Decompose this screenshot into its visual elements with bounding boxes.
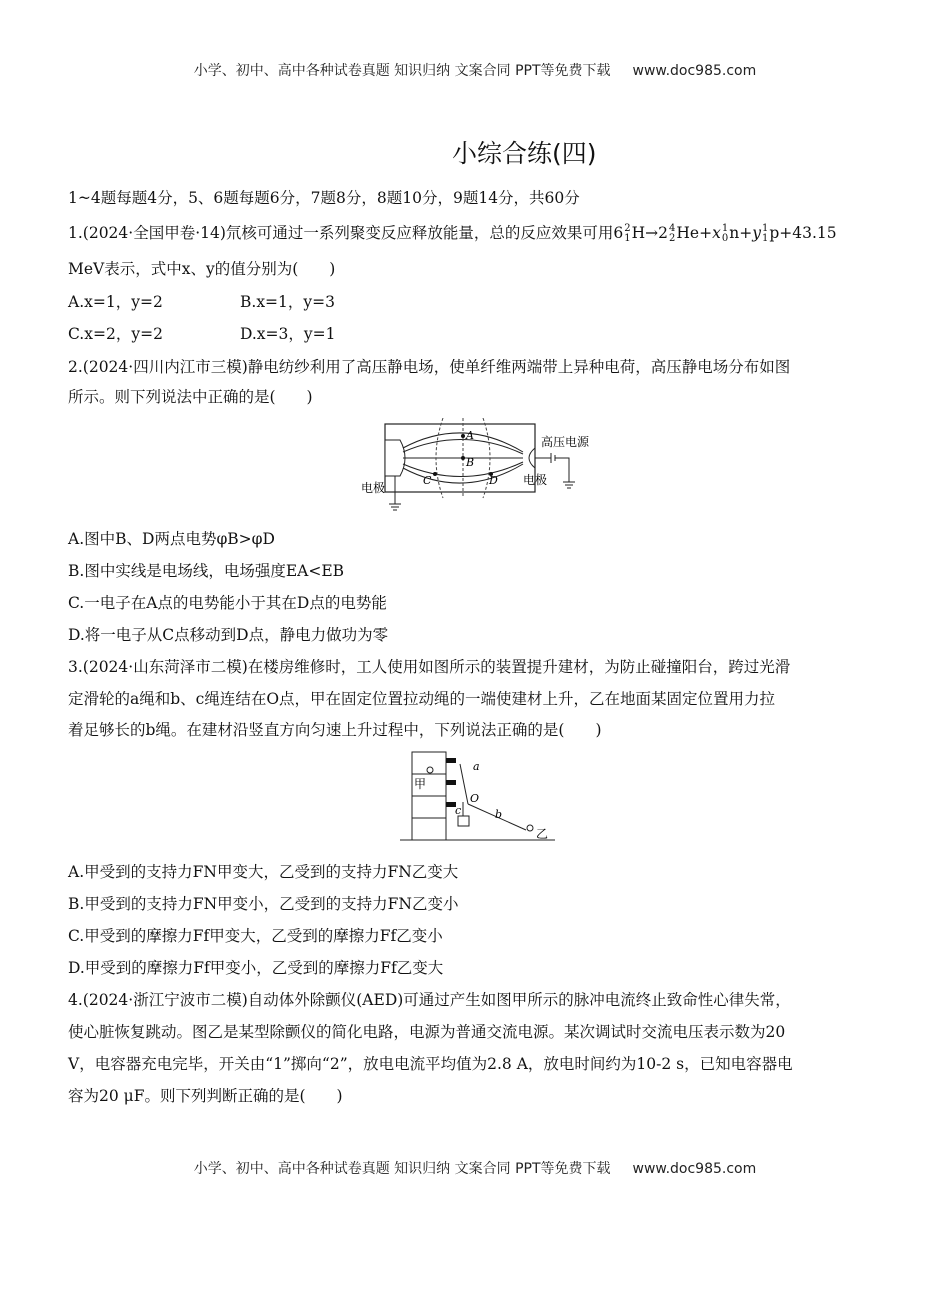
q1-stem-line1: 1.(2024·全国甲卷·14)氘核可通过一系列聚变反应释放能量，总的反应效果可用62 1H→24 2He+x1 0n+y1 1p+43.15	[68, 223, 837, 244]
q2-option-a[interactable]: A.图中B、D两点电势φB>φD	[68, 530, 275, 548]
q1-option-c[interactable]: C.x=2，y=2	[68, 325, 163, 343]
q3-stem-line3: 着足够长的b绳。在建材沿竖直方向匀速上升过程中，下列说法正确的是( )	[68, 721, 602, 739]
q4-stem-line1: 4.(2024·浙江宁波市二模)自动体外除颤仪(AED)可通过产生如图甲所示的脉冲电流终止致命性心律失常，	[68, 991, 791, 1009]
q2-electric-field-figure	[355, 418, 595, 518]
q1-stem-line2: MeV表示，式中x、y的值分别为( )	[68, 260, 336, 278]
worker-jia-label: 甲	[414, 777, 427, 791]
left-electrode-label: 电极	[361, 481, 386, 495]
q1-option-b[interactable]: B.x=1，y=3	[240, 293, 336, 311]
scoring-note: 1~4题每题4分，5、6题每题6分，7题8分，8题10分，9题14分，共60分	[68, 189, 580, 207]
q3-stem-line1: 3.(2024·山东菏泽市二模)在楼房维修时，工人使用如图所示的装置提升建材，为防止碰撞阳台，跨过光滑	[68, 658, 791, 676]
q3-option-d[interactable]: D.甲受到的摩擦力Ff甲变小，乙受到的摩擦力Ff乙变大	[68, 959, 444, 977]
q3-stem-line2: 定滑轮的a绳和b、c绳连结在O点，甲在固定位置拉动绳的一端使建材上升，乙在地面某固定位置用力拉	[68, 690, 776, 708]
q3-option-a[interactable]: A.甲受到的支持力FN甲变大，乙受到的支持力FN乙变大	[68, 863, 459, 881]
page-footer: 小学、初中、高中各种试卷真题 知识归纳 文案合同 PPT等免费下载 www.doc985.com	[193, 1161, 757, 1177]
left-electrode	[385, 440, 405, 476]
q4-stem-line3: V，电容器充电完毕，开关由“1”掷向“2”，放电电流平均值为2.8 A，放电时间约为10-2 s，已知电容器电	[68, 1055, 793, 1073]
page-title: 小综合练(四)	[452, 139, 597, 168]
rope-c-label: c	[455, 804, 462, 817]
point-o-label: O	[470, 792, 480, 805]
point-b: B	[466, 456, 475, 469]
q3-option-c[interactable]: C.甲受到的摩擦力Ff甲变大，乙受到的摩擦力Ff乙变小	[68, 927, 443, 945]
source-label: 高压电源	[541, 435, 590, 449]
rope-b-label: b	[495, 808, 503, 821]
q1-option-a[interactable]: A.x=1，y=2	[68, 293, 163, 311]
right-electrode-label: 电极	[523, 473, 548, 487]
q2-option-b[interactable]: B.图中实线是电场线，电场强度EA<EB	[68, 562, 345, 580]
q2-stem-line2: 所示。则下列说法中正确的是( )	[68, 388, 313, 406]
footer-link[interactable]: www.doc985.com	[632, 1161, 757, 1177]
point-a: A	[466, 429, 474, 442]
right-electrode	[529, 448, 535, 468]
q1-option-d[interactable]: D.x=3，y=1	[240, 325, 336, 343]
q2-option-c[interactable]: C.一电子在A点的电势能小于其在D点的电势能	[68, 594, 387, 612]
page-header: 小学、初中、高中各种试卷真题 知识归纳 文案合同 PPT等免费下载 www.doc985.com	[193, 63, 757, 79]
q4-stem-line4: 容为20 μF。则下列判断正确的是( )	[68, 1087, 343, 1105]
worker-yi-label: 乙	[536, 827, 549, 841]
q3-pulley-figure	[400, 746, 560, 846]
rope-a-label: a	[473, 760, 480, 773]
point-c: C	[423, 474, 432, 487]
header-link[interactable]: www.doc985.com	[632, 63, 757, 79]
q4-stem-line2: 使心脏恢复跳动。图乙是某型除颤仪的简化电路，电源为普通交流电源。某次调试时交流电压表示数为20	[68, 1023, 786, 1041]
point-d: D	[489, 474, 498, 487]
q2-stem-line1: 2.(2024·四川内江市三模)静电纺纱利用了高压静电场，使单纤维两端带上异种电荷，高压静电场分布如图	[68, 358, 791, 376]
q3-option-b[interactable]: B.甲受到的支持力FN甲变小，乙受到的支持力FN乙变小	[68, 895, 459, 913]
q2-option-d[interactable]: D.将一电子从C点移动到D点，静电力做功为零	[68, 626, 389, 644]
